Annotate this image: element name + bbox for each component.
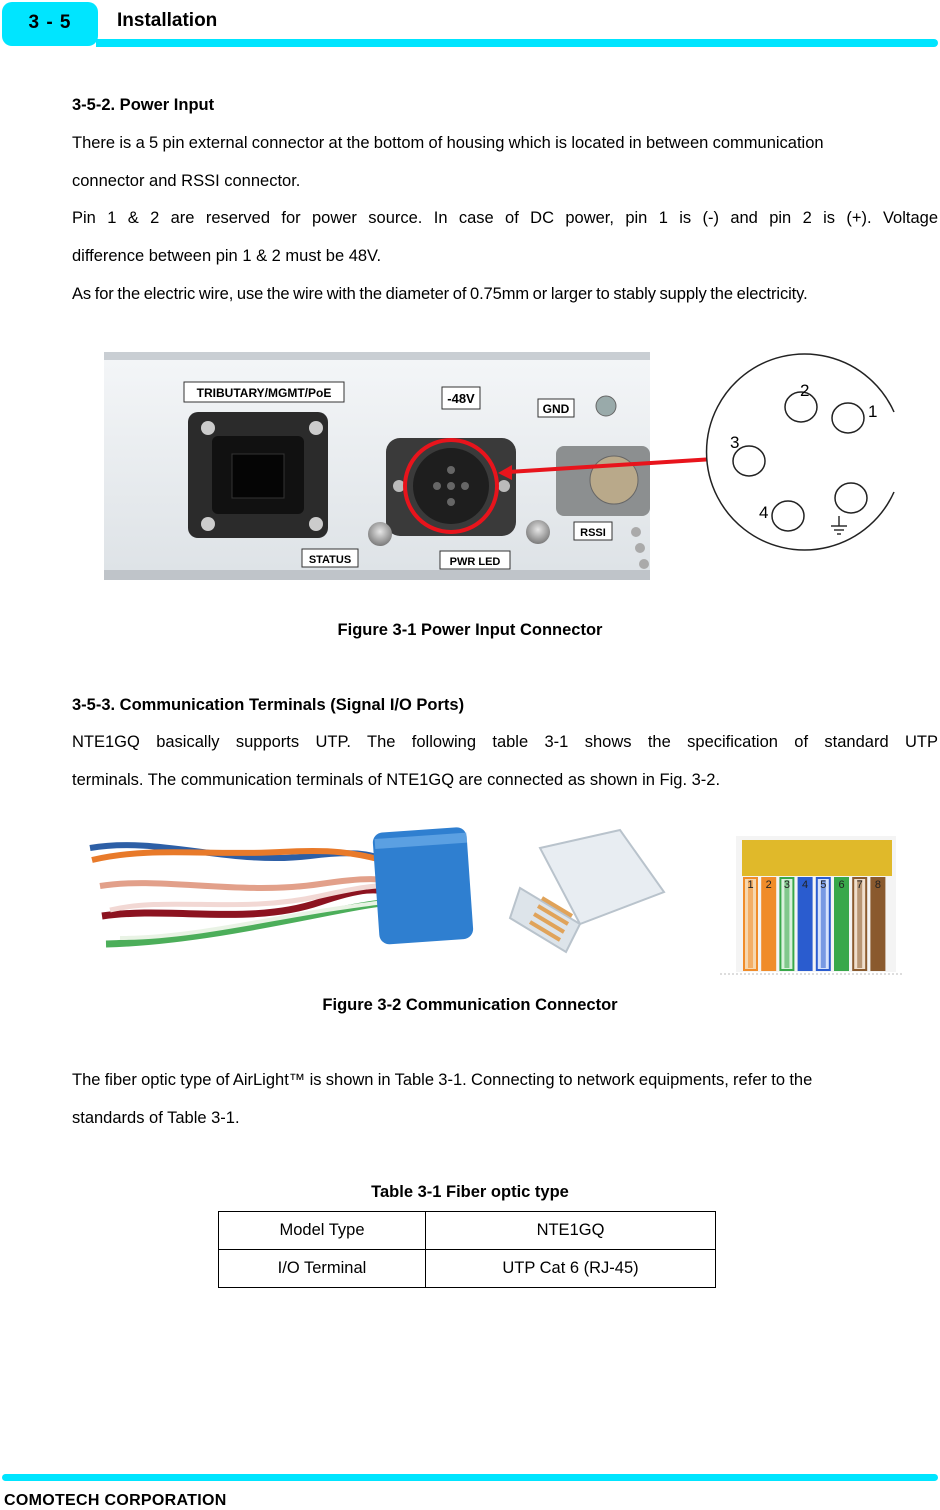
paragraph-line: difference between pin 1 & 2 must be 48V. <box>72 247 382 265</box>
paragraph-line: As for the electric wire, use the wire with the diameter of 0.75mm or larger to stably supply the electricity. <box>72 285 808 303</box>
paragraph-line: standards of Table 3-1. <box>72 1109 240 1127</box>
wire-stripe <box>748 880 753 968</box>
pin-label-4: 4 <box>759 503 769 522</box>
label-pwr-led: PWR LED <box>449 556 501 568</box>
figure-3-2-caption: Figure 3-2 Communication Connector <box>322 996 618 1014</box>
table-cell-value: UTP Cat 6 (RJ-45) <box>426 1250 716 1288</box>
table-row <box>219 1212 716 1250</box>
page-title: Installation <box>117 10 218 31</box>
wire-number-label: 5 <box>820 879 827 891</box>
wire-number-label: 6 <box>838 879 845 891</box>
wire-number-label: 2 <box>765 879 772 891</box>
label-voltage: -48V <box>447 391 475 406</box>
paragraph-line: terminals. The communication terminals of NTE1GQ are connected as shown in Fig. 3-2. <box>72 771 721 789</box>
communication-connector-figure <box>80 826 910 978</box>
header-accent-bar <box>96 39 938 47</box>
table-3-1-caption: Table 3-1 Fiber optic type <box>371 1183 569 1201</box>
wire-stripe <box>784 880 789 968</box>
paragraph-line: There is a 5 pin external connector at the bottom of housing which is located in between communication <box>72 134 824 152</box>
status-led <box>368 522 392 546</box>
pin-label-1: 1 <box>868 402 878 421</box>
section-heading-communication: 3-5-3. Communication Terminals (Signal I/O Ports) <box>72 696 465 714</box>
table-cell-label: Model Type <box>219 1212 426 1250</box>
pin-label-2: 2 <box>800 381 810 400</box>
wire-stripe <box>857 880 862 968</box>
wire-stripe <box>875 880 880 968</box>
pwr-led <box>526 520 550 544</box>
footer-accent-bar <box>2 1474 938 1481</box>
wire-number-label: 3 <box>783 879 790 891</box>
wire-stripe <box>821 880 826 968</box>
wire-number-label: 7 <box>856 879 863 891</box>
label-status: STATUS <box>308 554 352 566</box>
label-gnd: GND <box>542 402 570 416</box>
section-number: 3 - 5 <box>28 12 72 33</box>
wire-stripe <box>839 880 844 968</box>
table-cell-label: I/O Terminal <box>219 1250 426 1288</box>
table-row <box>219 1250 716 1288</box>
utp-cable-photo <box>90 827 474 945</box>
figure-3-1-caption: Figure 3-1 Power Input Connector <box>337 621 603 639</box>
table-cell-value: NTE1GQ <box>426 1212 716 1250</box>
fiber-optic-table <box>218 1211 716 1288</box>
wire-stripe <box>803 880 808 968</box>
power-connector-figure <box>104 352 906 582</box>
paragraph-line: NTE1GQ basically supports UTP. The following table 3-1 shows the specification of standard UTP <box>72 733 938 751</box>
wire-number-label: 1 <box>747 879 754 891</box>
paragraph-line: connector and RSSI connector. <box>72 172 301 190</box>
paragraph-line: The fiber optic type of AirLight™ is shown in Table 3-1. Connecting to network equipments, refer to the <box>72 1071 813 1089</box>
section-heading-power-input: 3-5-2. Power Input <box>72 96 215 114</box>
rj45-plug-photo <box>510 830 664 952</box>
wire-number-label: 4 <box>802 879 809 891</box>
wire-order-diagram <box>720 836 902 974</box>
label-tributary: TRIBUTARY/MGMT/PoE <box>196 386 332 400</box>
pin-label-3: 3 <box>730 433 740 452</box>
wire-number-label: 8 <box>874 879 881 891</box>
footer-company: COMOTECH CORPORATION <box>4 1492 227 1509</box>
label-rssi: RSSI <box>580 527 606 539</box>
wire-stripe <box>766 880 771 968</box>
paragraph-line: Pin 1 & 2 are reserved for power source. In case of DC power, pin 1 is (-) and pin 2 is (+). Voltage <box>72 209 938 227</box>
